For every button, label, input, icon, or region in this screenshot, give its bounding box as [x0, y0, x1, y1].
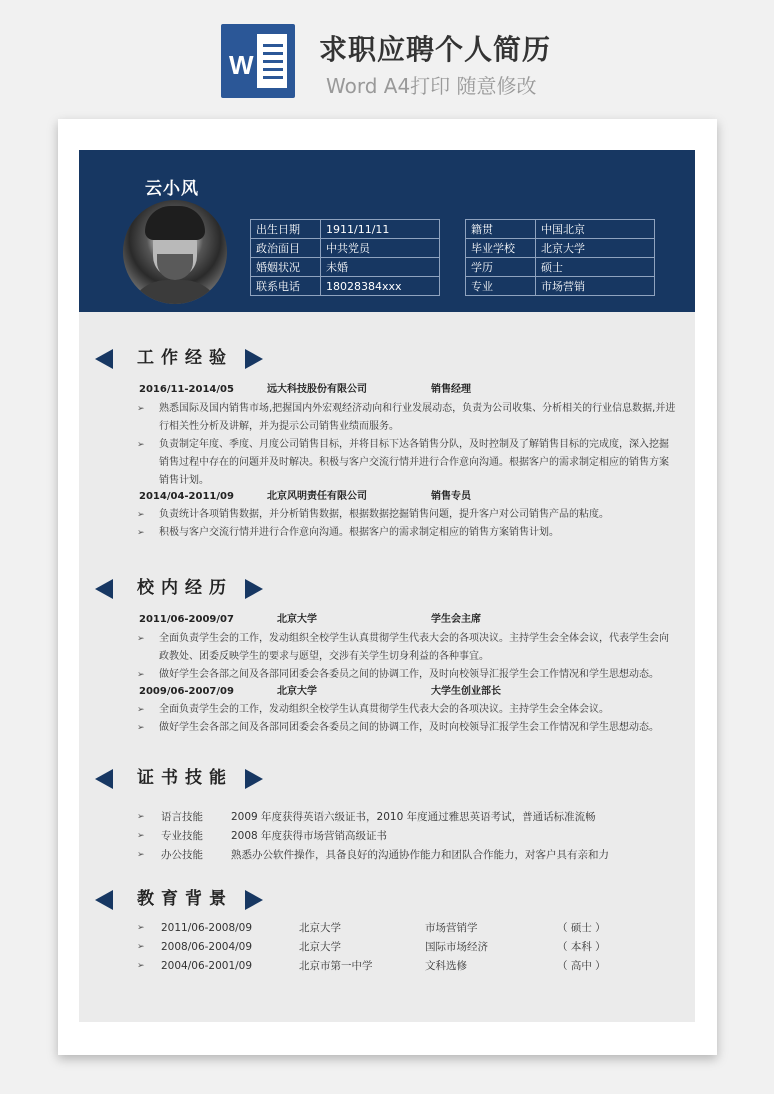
field-value: 市场营销 [536, 277, 655, 296]
arrow-right-icon: ➢ [137, 705, 145, 715]
edu-major: 国际市场经济 [425, 941, 488, 953]
edu-major: 文科选修 [425, 960, 467, 972]
edu-school: 北京市第一中学 [299, 960, 373, 972]
skill-name: 办公技能 [161, 849, 203, 861]
edu-major: 市场营销学 [425, 922, 478, 934]
profile-header [79, 150, 695, 312]
field-value: 1911/11/11 [321, 220, 440, 239]
triangle-right-icon [245, 890, 263, 910]
job-org: 北京大学 [277, 614, 317, 625]
arrow-right-icon: ➢ [137, 942, 145, 952]
arrow-right-icon: ➢ [137, 923, 145, 933]
section-header-education [79, 888, 695, 912]
list-item: ➢ 做好学生会各部之间及各部同团委会各委员之间的协调工作，及时向校领导汇报学生会工作情况和学生思想动态。 [137, 719, 677, 737]
avatar [123, 200, 227, 304]
banner-title: 求职应聘个人简历 [319, 33, 552, 66]
section-title: 工作经验 [137, 348, 233, 368]
job-org: 远大科技股份有限公司 [267, 384, 367, 395]
section-header-work [79, 347, 695, 371]
job-role: 销售经理 [431, 384, 471, 395]
field-value: 中国北京 [536, 220, 655, 239]
section-title: 校内经历 [137, 578, 233, 598]
skill-name: 专业技能 [161, 830, 203, 842]
skill-name: 语言技能 [161, 811, 203, 823]
job-role: 销售专员 [431, 491, 471, 502]
arrow-right-icon: ➢ [137, 670, 145, 680]
job-period: 2011/06-2009/07 [139, 614, 234, 625]
section-header-skills [79, 767, 695, 791]
skill-desc: 2008 年度获得市场营销高级证书 [231, 830, 388, 842]
arrow-right-icon: ➢ [137, 528, 145, 538]
field-label: 联系电话 [251, 277, 321, 296]
field-value: 18028384xxx [321, 277, 440, 296]
edu-period: 2011/06-2008/09 [161, 922, 253, 934]
field-value: 北京大学 [536, 239, 655, 258]
arrow-right-icon: ➢ [137, 634, 145, 644]
list-item: ➢ 负责统计各项销售数据，并分析销售数据，根据数据挖掘销售问题，提升客户对公司销售产品的粘度。 [137, 506, 677, 524]
triangle-left-icon [95, 890, 113, 910]
list-item: ➢ 负责制定年度、季度、月度公司销售目标，并将目标下达各销售分队，及时控制及了解销售目标的完成度，深入挖掘销售过程中存在的问题并及时解决。积极与客户交流行情并进行合作意向沟通。根据客户的需求制定相应的销售方案销售计划。 [137, 436, 677, 490]
section-title: 教育背景 [137, 889, 233, 909]
arrow-right-icon: ➢ [137, 440, 145, 450]
field-value: 中共党员 [321, 239, 440, 258]
edu-degree: （ 硕士 ） [557, 922, 606, 934]
triangle-left-icon [95, 579, 113, 599]
field-label: 出生日期 [251, 220, 321, 239]
personal-info-table [250, 219, 440, 296]
arrow-right-icon: ➢ [137, 831, 145, 841]
job-role: 学生会主席 [431, 614, 481, 625]
resume-paper [58, 119, 717, 1055]
job-period: 2016/11-2014/05 [139, 384, 234, 395]
edu-school: 北京大学 [299, 941, 341, 953]
job-org: 北京风明责任有限公司 [267, 491, 367, 502]
section-header-campus [79, 577, 695, 601]
triangle-right-icon [245, 769, 263, 789]
edu-period: 2004/06-2001/09 [161, 960, 253, 972]
field-label: 政治面目 [251, 239, 321, 258]
banner-subtitle: Word A4打印 随意修改 [326, 74, 537, 98]
arrow-right-icon: ➢ [137, 510, 145, 520]
field-value: 硕士 [536, 258, 655, 277]
candidate-name: 云小风 [145, 179, 199, 199]
arrow-right-icon: ➢ [137, 404, 145, 414]
triangle-left-icon [95, 769, 113, 789]
arrow-right-icon: ➢ [137, 850, 145, 860]
job-role: 大学生创业部长 [431, 686, 501, 697]
triangle-right-icon [245, 579, 263, 599]
edu-degree: （ 高中 ） [557, 960, 606, 972]
edu-school: 北京大学 [299, 922, 341, 934]
field-label: 婚姻状况 [251, 258, 321, 277]
field-label: 学历 [466, 258, 536, 277]
list-item: ➢ 积极与客户交流行情并进行合作意向沟通。根据客户的需求制定相应的销售方案销售计划。 [137, 524, 677, 542]
list-item: ➢ 做好学生会各部之间及各部同团委会各委员之间的协调工作，及时向校领导汇报学生会工作情况和学生思想动态。 [137, 666, 677, 684]
job-period: 2009/06-2007/09 [139, 686, 234, 697]
arrow-right-icon: ➢ [137, 812, 145, 822]
arrow-right-icon: ➢ [137, 961, 145, 971]
list-item: ➢ 全面负责学生会的工作，发动组织全校学生认真贯彻学生代表大会的各项决议。主持学生会全体会议，代表学生会向政教处、团委反映学生的要求与愿望，交涉有关学生切身利益的各种事宜。 [137, 630, 677, 666]
field-value: 未婚 [321, 258, 440, 277]
field-label: 籍贯 [466, 220, 536, 239]
skill-desc: 熟悉办公软件操作，具备良好的沟通协作能力和团队合作能力，对客户具有亲和力 [231, 849, 609, 861]
edu-degree: （ 本科 ） [557, 941, 606, 953]
triangle-left-icon [95, 349, 113, 369]
list-item: ➢ 全面负责学生会的工作，发动组织全校学生认真贯彻学生代表大会的各项决议。主持学生会全体会议。 [137, 701, 677, 719]
job-org: 北京大学 [277, 686, 317, 697]
triangle-right-icon [245, 349, 263, 369]
word-logo-icon: W [221, 24, 295, 98]
background-info-table [465, 219, 655, 296]
edu-period: 2008/06-2004/09 [161, 941, 253, 953]
arrow-right-icon: ➢ [137, 723, 145, 733]
skill-desc: 2009 年度获得英语六级证书，2010 年度通过雅思英语考试，普通话标准流畅 [231, 811, 596, 823]
section-title: 证书技能 [137, 768, 233, 788]
list-item: ➢ 熟悉国际及国内销售市场,把握国内外宏观经济动向和行业发展动态，负责为公司收集、分析相关的行业信息数据,并进行相关性分析及讲解，并为提示公司销售业绩而服务。 [137, 400, 677, 436]
resume-body [79, 150, 695, 1022]
field-label: 专业 [466, 277, 536, 296]
field-label: 毕业学校 [466, 239, 536, 258]
job-period: 2014/04-2011/09 [139, 491, 234, 502]
